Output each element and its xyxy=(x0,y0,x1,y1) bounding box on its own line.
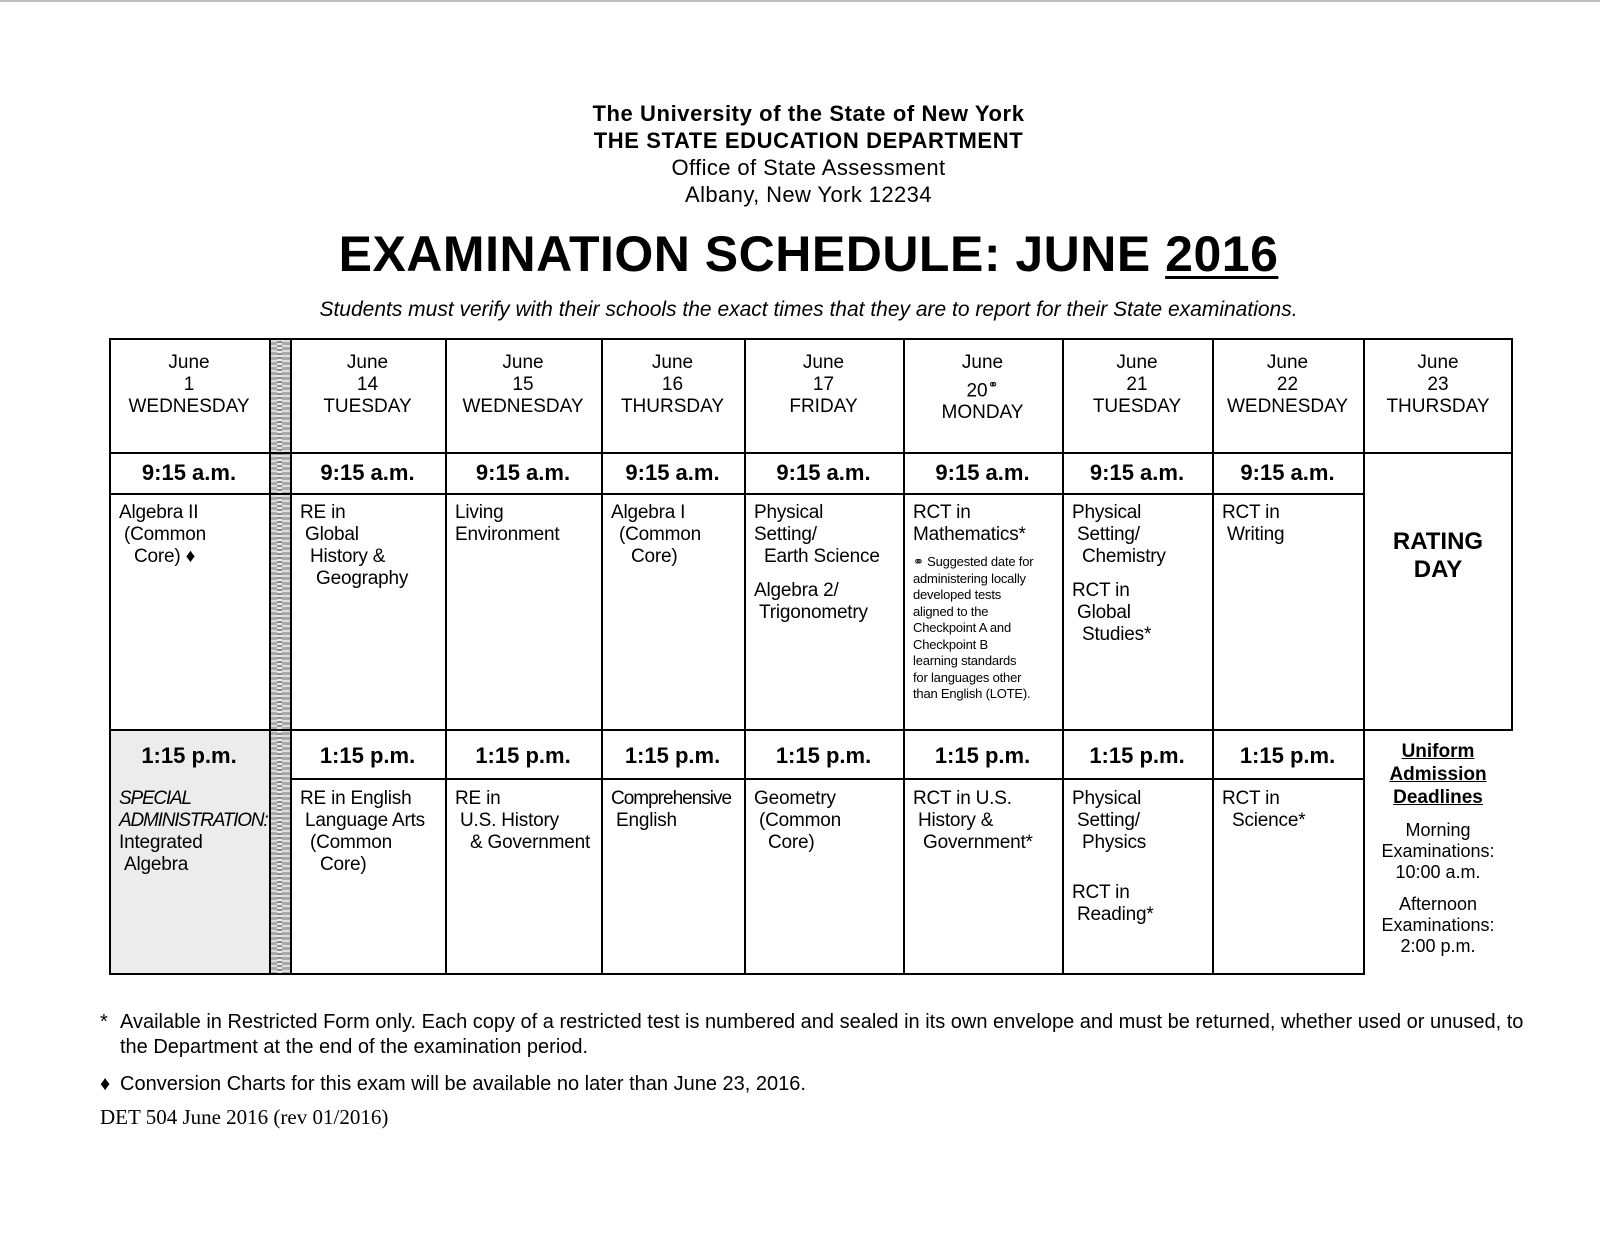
morning-time: 9:15 a.m. xyxy=(1240,460,1335,485)
morning-exam-june-22 xyxy=(1212,494,1363,546)
document-id: DET 504 June 2016 (rev 01/2016) xyxy=(100,1105,389,1129)
afternoon-time: 1:15 p.m. xyxy=(1089,743,1185,768)
exam-line: RCT in U.S. xyxy=(913,788,1012,809)
header-june-15 xyxy=(445,338,601,418)
uad-heading-line: Admission xyxy=(1389,764,1487,785)
university-name: The University of the State of New York xyxy=(592,101,1025,126)
exam-line: RCT in xyxy=(1072,580,1130,601)
exam-line: (Common xyxy=(310,832,393,853)
lote-note-line: Checkpoint B xyxy=(913,636,988,652)
footnote-conversion-text: Conversion Charts for this exam will be available no later than June 23, 2016. xyxy=(120,1073,806,1095)
header-day: 16 xyxy=(661,374,684,395)
header-weekday: WEDNESDAY xyxy=(1226,396,1349,417)
header-month: June xyxy=(1417,352,1459,373)
header-month: June xyxy=(502,352,544,373)
grid-line-v6 xyxy=(903,338,905,975)
rating-day xyxy=(1363,528,1513,584)
header-weekday: TUESDAY xyxy=(1092,396,1182,417)
exam-line: Language Arts xyxy=(305,810,425,831)
exam-line: RCT in xyxy=(1072,882,1130,903)
header-weekday: WEDNESDAY xyxy=(462,396,584,417)
header-day: 21 xyxy=(1126,374,1148,395)
exam-line: Global xyxy=(1077,602,1131,623)
grid-line-v5 xyxy=(744,338,746,975)
exam-line: ADMINISTRATION: xyxy=(119,810,268,831)
afternoon-exam-june-16 xyxy=(601,780,744,832)
afternoon-exam-june-15 xyxy=(445,780,601,854)
morning-exam-june-1 xyxy=(109,494,269,568)
header-day: 22 xyxy=(1276,374,1299,395)
exam-line: Core) xyxy=(631,546,678,567)
lote-note-line: developed tests xyxy=(913,587,1002,602)
exam-line: Core) xyxy=(768,832,815,853)
header-month: June xyxy=(1266,352,1309,373)
header-day: 17 xyxy=(812,374,835,395)
uad-morning-line: 10:00 a.m. xyxy=(1395,862,1481,882)
morning-exam-june-14 xyxy=(290,494,445,590)
afternoon-exam-june-14 xyxy=(290,780,445,876)
header-june-14 xyxy=(290,338,445,418)
afternoon-exam-june-22 xyxy=(1212,780,1363,832)
exam-line: RCT in xyxy=(1222,502,1280,523)
uad-heading-line: Deadlines xyxy=(1393,787,1483,808)
afternoon-exam-june-17 xyxy=(744,780,903,854)
header-month: June xyxy=(168,352,210,373)
afternoon-time: 1:15 p.m. xyxy=(775,743,872,768)
grid-line-v10 xyxy=(1511,338,1513,731)
lote-marker-icon: ⚭ xyxy=(987,377,999,392)
header-day: 14 xyxy=(356,374,379,395)
header-day: 15 xyxy=(512,374,534,395)
exam-line: Algebra I xyxy=(611,502,686,523)
afternoon-time: 1:15 p.m. xyxy=(141,743,237,768)
exam-line: Physical xyxy=(754,502,824,523)
lote-note-line: for languages other xyxy=(913,669,1022,685)
header-june-23 xyxy=(1363,338,1513,418)
lote-note xyxy=(913,554,1056,703)
exam-line: English xyxy=(616,810,677,831)
header-month: June xyxy=(1116,352,1158,373)
header-june-20 xyxy=(903,338,1062,424)
page-title xyxy=(0,224,1600,284)
exam-line: History & xyxy=(310,546,386,567)
morning-exam-june-21 xyxy=(1062,494,1212,646)
exam-line: Writing xyxy=(1227,524,1285,545)
exam-line: (Common xyxy=(759,810,842,831)
asterisk-icon: * xyxy=(100,1011,108,1033)
exam-line: Earth Science xyxy=(764,546,880,567)
exam-line: Living xyxy=(455,502,504,523)
grid-line-v4 xyxy=(601,338,603,975)
header-month: June xyxy=(651,352,694,373)
uad-morning-line: Examinations: xyxy=(1381,841,1495,861)
afternoon-exam-june-21 xyxy=(1062,780,1212,926)
top-border xyxy=(0,0,1600,2)
morning-time: 9:15 a.m. xyxy=(625,460,720,485)
grid-line-header-bottom xyxy=(109,452,1513,454)
exam-line: Geography xyxy=(316,568,409,589)
lote-note-line: ⚭ Suggested date for xyxy=(913,554,1034,569)
grid-line-top xyxy=(109,338,1513,340)
grid-line-v3 xyxy=(445,338,447,975)
title-year: 2016 xyxy=(1165,226,1279,282)
header-weekday: THURSDAY xyxy=(1386,396,1490,417)
exam-line: History & xyxy=(918,810,994,831)
exam-line: Environment xyxy=(455,524,560,545)
grid-line-v9 xyxy=(1363,338,1365,975)
uad-afternoon-line: Afternoon xyxy=(1398,894,1478,914)
header-day: 20 xyxy=(966,380,988,402)
afternoon-exam-june-1 xyxy=(109,780,269,876)
morning-time: 9:15 a.m. xyxy=(475,460,571,485)
exam-line: RE in xyxy=(455,788,501,809)
exam-line: Setting/ xyxy=(754,524,817,545)
morning-exam-june-16 xyxy=(601,494,744,568)
lote-note-line: learning standards xyxy=(913,653,1017,668)
exam-line: Setting/ xyxy=(1077,810,1140,831)
header-june-17 xyxy=(744,338,903,418)
exam-line: Trigonometry xyxy=(759,602,868,623)
lote-note-line: than English (LOTE). xyxy=(913,686,1031,701)
grid-line-v1 xyxy=(269,338,271,975)
uad-heading-line: Uniform xyxy=(1401,741,1475,762)
exam-line: Core) xyxy=(320,854,367,875)
exam-line: Core) ♦ xyxy=(134,546,196,567)
exam-line: SPECIAL xyxy=(119,788,191,809)
rating-day-line: RATING xyxy=(1392,528,1484,555)
office-address: Albany, New York 12234 xyxy=(685,182,932,207)
exam-line: (Common xyxy=(124,524,207,545)
exam-line: Setting/ xyxy=(1077,524,1140,545)
uniform-admission-deadlines xyxy=(1363,740,1513,957)
exam-line: RCT in xyxy=(913,502,971,523)
exam-line: Integrated xyxy=(119,832,203,853)
diamond-icon: ♦ xyxy=(100,1073,111,1095)
header-day: 23 xyxy=(1427,374,1449,395)
header-day: 1 xyxy=(183,374,195,395)
rating-day-line: DAY xyxy=(1413,556,1463,583)
header-june-16 xyxy=(601,338,744,418)
morning-exam-june-17 xyxy=(744,494,903,624)
header-june-21 xyxy=(1062,338,1212,418)
morning-exam-june-15 xyxy=(445,494,601,546)
header-june-1 xyxy=(109,338,269,418)
header-weekday: FRIDAY xyxy=(789,396,858,417)
lote-note-line: Checkpoint A and xyxy=(913,620,1011,635)
afternoon-time: 1:15 p.m. xyxy=(624,743,721,768)
exam-line: RE in English xyxy=(300,788,412,809)
exam-line: Global xyxy=(305,524,359,545)
exam-line: Algebra xyxy=(124,854,189,875)
page-subtitle: Students must verify with their schools the exact times that they are to report for their State examinations. xyxy=(319,298,1298,321)
exam-schedule-table xyxy=(109,338,1513,975)
exam-line: & Government xyxy=(470,832,591,853)
morning-exam-june-20 xyxy=(903,494,1062,703)
exam-line: Studies* xyxy=(1082,624,1152,645)
morning-time: 9:15 a.m. xyxy=(776,460,871,485)
exam-line: Physical xyxy=(1072,502,1142,523)
grid-line-midday xyxy=(109,729,1513,731)
title-text: EXAMINATION SCHEDULE: JUNE xyxy=(338,226,1151,282)
afternoon-time: 1:15 p.m. xyxy=(1239,743,1336,768)
office-name: Office of State Assessment xyxy=(671,155,946,180)
header-june-22 xyxy=(1212,338,1363,418)
exam-line: RCT in xyxy=(1222,788,1280,809)
exam-line: Mathematics* xyxy=(913,524,1026,545)
header-weekday: WEDNESDAY xyxy=(128,396,250,417)
morning-time: 9:15 a.m. xyxy=(935,460,1030,485)
department-name: THE STATE EDUCATION DEPARTMENT xyxy=(593,128,1024,153)
grid-line-v0 xyxy=(109,338,111,975)
header-weekday: MONDAY xyxy=(941,402,1024,424)
header-weekday: TUESDAY xyxy=(323,396,412,417)
header-day-with-marker xyxy=(903,374,1062,402)
exam-line: Comprehensive xyxy=(611,788,732,809)
exam-line: Geometry xyxy=(754,788,836,809)
exam-line: Algebra II xyxy=(119,502,199,523)
exam-line: RE in xyxy=(300,502,346,523)
exam-line: Reading* xyxy=(1077,904,1154,925)
footnote-conversion xyxy=(100,1072,1540,1097)
grid-line-afternoon-time xyxy=(290,778,1363,780)
header-weekday: THURSDAY xyxy=(620,396,725,417)
exam-line: Chemistry xyxy=(1082,546,1166,567)
header-month: June xyxy=(961,352,1004,373)
footnote-restricted xyxy=(100,1010,1540,1060)
exam-line: Physics xyxy=(1082,832,1147,853)
grid-line-v7 xyxy=(1062,338,1064,975)
exam-line: Government* xyxy=(923,832,1033,853)
document-header xyxy=(0,100,1600,208)
lote-note-line: aligned to the xyxy=(913,603,989,619)
grid-line-v8 xyxy=(1212,338,1214,975)
header-month: June xyxy=(346,352,389,373)
uad-morning-line: Morning xyxy=(1405,820,1471,840)
footnote-restricted-text: Available in Restricted Form only. Each copy of a restricted test is numbered and sealed in its own envelope and must be returned, whether used or unused, to the Department at the end of the examination period. xyxy=(120,1011,1524,1058)
morning-time: 9:15 a.m. xyxy=(1089,460,1185,485)
grid-line-bottom xyxy=(109,973,1363,975)
exam-line: Physical xyxy=(1072,788,1142,809)
exam-line: Algebra 2/ xyxy=(754,580,839,601)
grid-line-v2 xyxy=(290,338,292,975)
header-month: June xyxy=(802,352,845,373)
uad-afternoon-line: 2:00 p.m. xyxy=(1400,936,1476,956)
footnotes xyxy=(100,1010,1540,1130)
exam-line: U.S. History xyxy=(460,810,559,831)
afternoon-time: 1:15 p.m. xyxy=(475,743,571,768)
morning-time: 9:15 a.m. xyxy=(320,460,415,485)
morning-time: 9:15 a.m. xyxy=(141,460,237,485)
afternoon-exam-june-20 xyxy=(903,780,1062,854)
afternoon-time: 1:15 p.m. xyxy=(934,743,1031,768)
exam-line: Science* xyxy=(1232,810,1306,831)
exam-line: (Common xyxy=(619,524,702,545)
afternoon-time: 1:15 p.m. xyxy=(319,743,416,768)
grid-line-morning-time xyxy=(109,493,1363,495)
lote-note-line: administering locally xyxy=(913,570,1026,586)
uad-afternoon-line: Examinations: xyxy=(1381,915,1495,935)
column-separator-hatch xyxy=(269,338,290,975)
